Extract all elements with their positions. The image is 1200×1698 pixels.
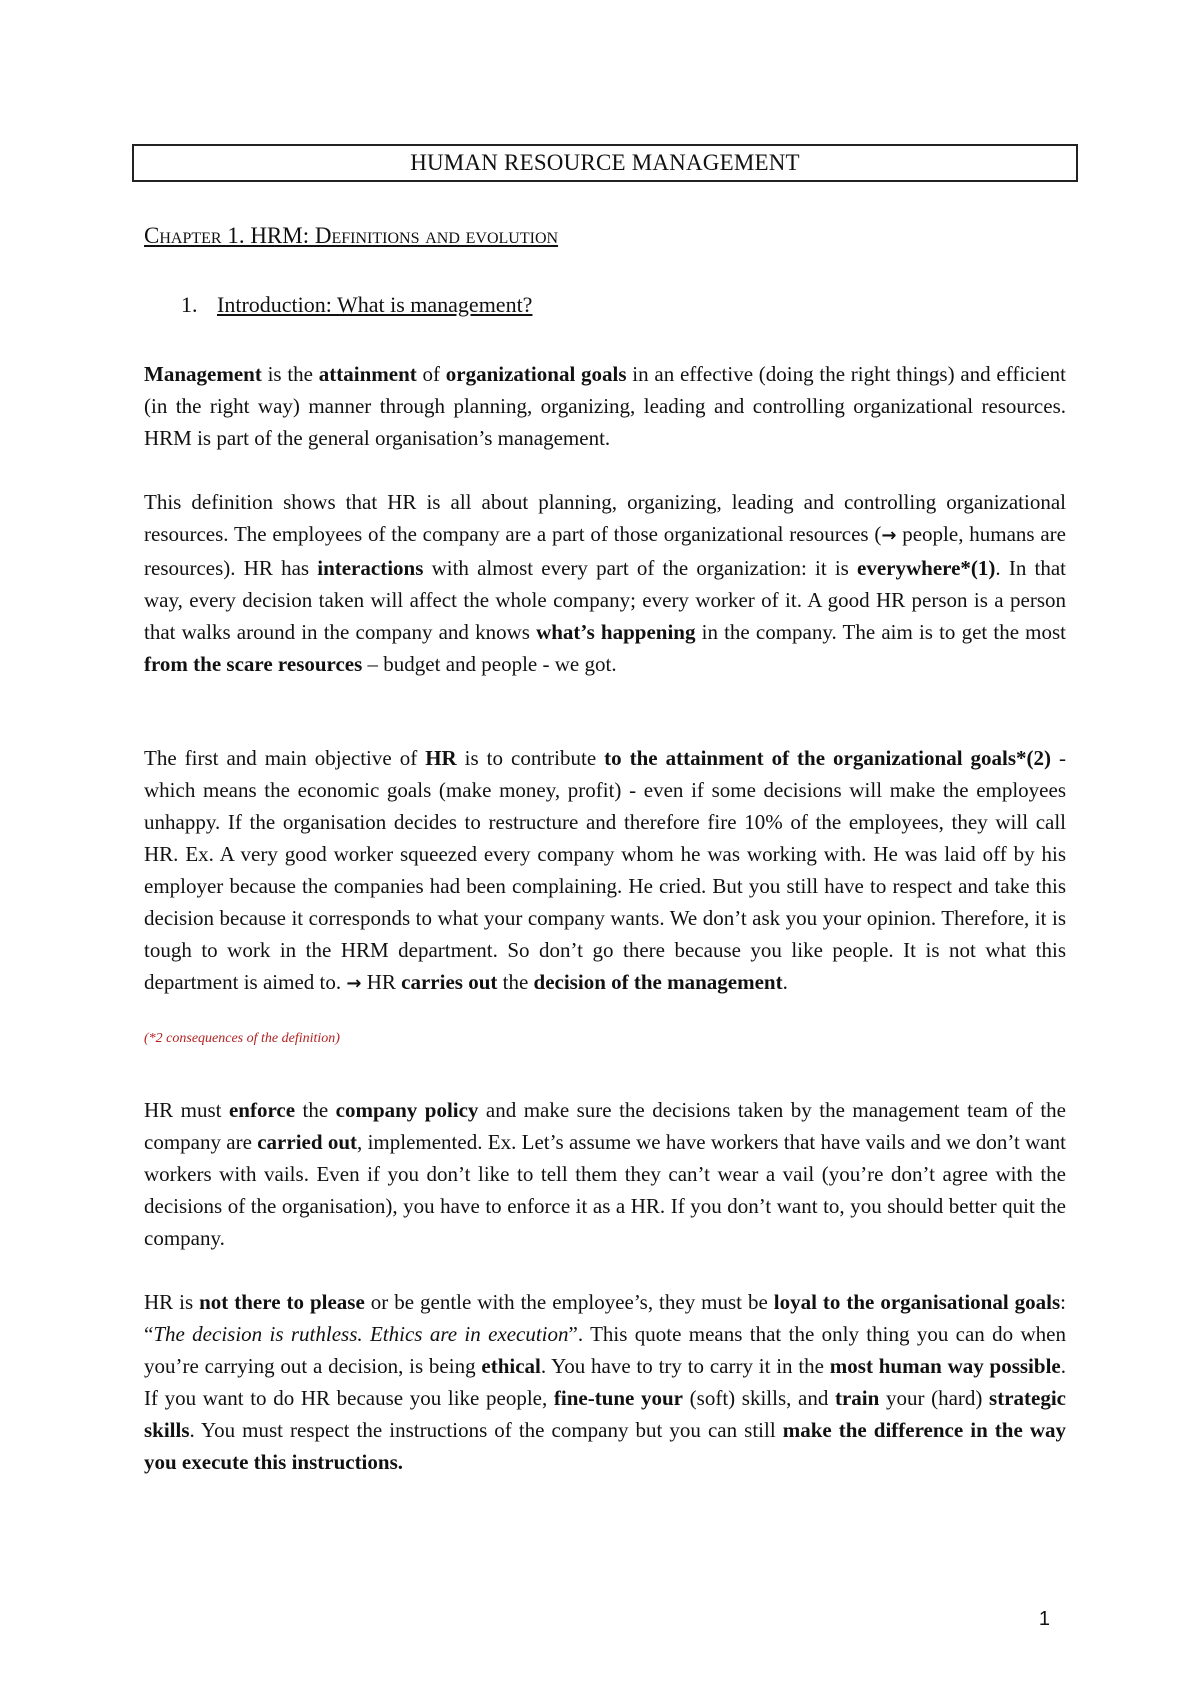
text: This definition shows that HR is all about planning, organizing, leading and controlling organizational resources. The employees of the company are a part of those organizational resources (: [144, 490, 1066, 546]
text: (soft) skills, and: [683, 1386, 835, 1410]
text: in an effective (doing the right things) and efficient (in the right way) manner through planning, organizing, leading and controlling organizational resources. HRM is part of the general organisation’s management.: [144, 362, 1066, 450]
text-bold: carries out: [401, 970, 498, 994]
footnote-consequences: (*2 consequences of the definition): [144, 1031, 340, 1046]
text: – budget and people - we got.: [362, 652, 617, 676]
text-bold: strategic skills: [144, 1386, 1066, 1442]
document-title: [132, 144, 1078, 182]
text-bold: attainment: [318, 362, 417, 386]
text-bold: HR: [425, 746, 457, 770]
page-number: 1: [1038, 1608, 1050, 1630]
text: your (hard): [879, 1386, 990, 1410]
text-bold: to the attainment of the organizational goals*(2): [604, 746, 1052, 770]
paragraph-enforce-policy: [144, 1094, 1066, 1254]
text-bold: enforce: [228, 1098, 296, 1122]
text-bold: organizational goals: [445, 362, 627, 386]
section-number: 1.: [181, 292, 198, 317]
arrow-icon: →: [346, 973, 362, 994]
text-bold: ethical: [481, 1354, 541, 1378]
text: : “: [144, 1290, 1067, 1346]
text-bold: interactions: [317, 556, 424, 580]
text: with almost every part of the organization: it is: [423, 556, 858, 580]
text: people, humans are resources). HR has: [144, 522, 1066, 580]
text: and make sure the decisions taken by the management team of the company are: [144, 1098, 1067, 1154]
text: , implemented. Ex. Let’s assume we have workers that have vails and we don’t want workers with vails. Even if you don’t like to tell them they can’t wear a vail (you’re don’t agree with the decisions of the organisation), you have to enforce it as a HR. If you don’t want to, you should better quit the company.: [144, 1130, 1066, 1250]
paragraph-hr-everywhere: [144, 486, 1066, 680]
section-label: Introduction: What is management?: [217, 292, 533, 317]
arrow-icon: →: [881, 525, 897, 546]
text-bold: everywhere*(1): [857, 556, 996, 580]
text-bold: loyal to the organisational goals: [773, 1290, 1061, 1314]
text-bold: what’s happening: [536, 620, 696, 644]
paragraph-hr-objective: [144, 742, 1066, 1000]
text: HR must: [144, 1098, 229, 1122]
text: HR is: [144, 1290, 200, 1314]
text-bold: carried out: [257, 1130, 358, 1154]
text: HR: [361, 970, 402, 994]
text: - which means the economic goals (make money, profit) - even if some decisions will make the employees unhappy. If the organisation decides to restructure and therefore fire 10% of the employees, they will call HR. Ex. A very good worker squeezed every company whom he was working with. He was laid off by his employer because the companies had been complaining. He cried. But you still have to respect and take this decision because it corresponds to what your company wants. We don’t ask you your opinion. Therefore, it is tough to work in the HRM department. So don’t go there because you like people. It is not what this department is aimed to.: [144, 746, 1066, 994]
text: . In that way, every decision taken will affect the whole company; every worker of it. A good HR person is a person that walks around in the company and knows: [144, 556, 1066, 644]
chapter-heading: Chapter 1. HRM: Definitions and evolution: [144, 223, 559, 248]
text: . You have to try to carry it in the: [540, 1354, 830, 1378]
quote-italic: The decision is ruthless. Ethics are in execution: [153, 1322, 569, 1346]
text: The first and main objective of: [144, 746, 426, 770]
title-rest: UMAN RESOURCE MANAGEMENT: [427, 150, 800, 175]
text: the: [497, 970, 534, 994]
title-initial: H: [410, 150, 427, 175]
text-bold: train: [834, 1386, 880, 1410]
text-bold: decision of the management: [533, 970, 783, 994]
text-bold: not there to please: [199, 1290, 365, 1314]
text: . You must respect the instructions of the company but you can still: [189, 1418, 783, 1442]
text: or be gentle with the employee’s, they must be: [364, 1290, 774, 1314]
text-bold: most human way possible: [829, 1354, 1061, 1378]
section-heading: [181, 292, 532, 318]
text-bold: from the scare resources: [144, 652, 363, 676]
text-bold: Management: [144, 362, 262, 386]
paragraph-loyalty-ethics: [144, 1286, 1066, 1478]
text: is to contribute: [456, 746, 605, 770]
paragraph-management-definition: [144, 358, 1066, 454]
text-bold: make the difference in the way you execute this instructions.: [144, 1418, 1067, 1474]
text: of: [416, 362, 446, 386]
text-bold: fine-tune your: [553, 1386, 684, 1410]
text: .: [782, 970, 788, 994]
text: is the: [261, 362, 319, 386]
text: in the company. The aim is to get the most: [695, 620, 1067, 644]
text-bold: company policy: [335, 1098, 479, 1122]
text: the: [295, 1098, 336, 1122]
text: . If you want to do HR because you like people,: [144, 1354, 1066, 1410]
text: ”. This quote means that the only thing you can do when you’re carrying out a decision, is being: [144, 1322, 1066, 1378]
